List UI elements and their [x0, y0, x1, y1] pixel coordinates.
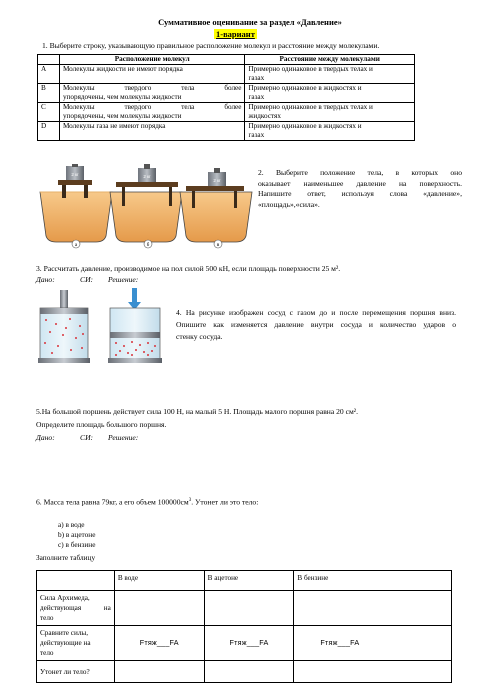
q2-line: Напишите ответ, используя слова «давление»,: [258, 189, 462, 198]
q6-options: [58, 520, 95, 550]
row-left-line2: упорядочены, чем молекулы жидкости: [62, 93, 182, 101]
row-right: [245, 84, 415, 103]
q6-cell-empty[interactable]: [204, 661, 294, 683]
q6-row-label-line: Сравните силы,: [40, 629, 89, 637]
q3-solution-label: Решение:: [108, 275, 139, 284]
q1-row-a: [38, 65, 415, 84]
compare-formula: Fтяж___FA: [229, 638, 269, 647]
q6-cell-empty[interactable]: [294, 591, 452, 626]
q2-illustration: [36, 164, 254, 250]
row-left: [59, 65, 245, 84]
row-left-line2: упорядочены, чем молекулы жидкости: [62, 112, 182, 120]
q6-fill-instruction: Заполните таблицу: [36, 553, 96, 562]
row-right-line2: жидкостях: [248, 112, 281, 120]
row-letter: D: [38, 122, 60, 141]
page-title: Суммативное оценивание за раздел «Давление»: [158, 17, 342, 27]
q5-solution-label: Решение:: [108, 433, 139, 442]
q6-text: [36, 496, 258, 508]
q6-header-acetone: В ацетоне: [204, 571, 294, 591]
q6-row-label-line: действующая на: [40, 604, 111, 612]
q5-si-label: СИ:: [80, 433, 94, 442]
q2-text: [258, 168, 462, 210]
q6-compare-water[interactable]: [114, 626, 204, 661]
q4-text: [176, 307, 456, 343]
q6-row-label-line: Сила Архимеда,: [40, 594, 90, 602]
q6-sup: 3: [188, 498, 192, 503]
q1-col1-header: Расположение молекул: [59, 55, 245, 65]
row-right-line2: газах: [248, 131, 265, 139]
row-right-line1: Примерно одинаковое в твердых телах и: [248, 103, 373, 111]
row-left: [59, 84, 245, 103]
q3-si-label: СИ:: [80, 275, 94, 284]
row-right: [245, 103, 415, 122]
q6-header-water: В воде: [114, 571, 204, 591]
q4-line: Опишите как изменяется давление внутри сосуда и количество ударов о: [176, 320, 456, 329]
container-b: [110, 164, 182, 248]
row-right-line1: Примерно одинаковое в жидкостях и: [248, 84, 362, 92]
label-c: в: [216, 243, 220, 248]
q2-line: 2. Выберите положение тела, в которых оно: [258, 168, 462, 177]
q6-cell-empty[interactable]: [114, 591, 204, 626]
row-right-line1: Примерно одинаковое в жидкостях и: [248, 122, 362, 130]
row-left-line1: Молекулы газа не имеют порядка: [62, 122, 166, 130]
q6-cell-empty[interactable]: [114, 661, 204, 683]
q6-compare-petrol[interactable]: [294, 626, 452, 661]
row-letter: C: [38, 103, 60, 122]
q2-line: «площадь»,«сила».: [258, 199, 320, 209]
row-right-line1: Примерно одинаковое в твердых телах и: [248, 65, 373, 73]
q1-row-d: [38, 122, 415, 141]
row-left: [59, 122, 245, 141]
weight-label: 2 кг: [213, 178, 221, 183]
q6-row-label-line: действующие на: [40, 639, 91, 647]
container-c: [180, 168, 252, 248]
q6-row-compare: [37, 626, 115, 661]
q6-header-petrol: В бензине: [294, 571, 452, 591]
q3-given-label: Дано:: [36, 275, 55, 284]
q6-option: a) в воде: [58, 520, 85, 529]
q2-line: оказывает наименьшее давление на поверхность.: [258, 178, 462, 188]
q4-line: 4. На рисунке изображен сосуд с газом до и после перемещения поршня вниз.: [176, 308, 456, 317]
variant-label: 1-вариант: [216, 29, 255, 39]
q6-row-label-line: тело: [40, 614, 54, 622]
q6-option: b) в ацетоне: [58, 530, 96, 539]
row-left: [59, 103, 245, 122]
label-a: а: [74, 243, 78, 248]
weight-label: 2 кг: [143, 174, 151, 179]
q4-illustration: [36, 288, 164, 366]
q5-given-label: Дано:: [36, 433, 55, 442]
row-letter: A: [38, 65, 60, 84]
row-left-line1: Молекулы твердого тела более: [62, 103, 242, 111]
vessel-before: [38, 290, 90, 363]
row-right: [245, 122, 415, 141]
row-right: [245, 65, 415, 84]
row-right-line2: газах: [248, 74, 265, 82]
row-left-line1: Молекулы твердого тела более: [62, 84, 242, 92]
q6-row-label-line: тело: [40, 649, 54, 657]
row-right-line2: газах: [248, 93, 265, 101]
q6-table-corner: [37, 571, 115, 591]
row-letter: B: [38, 84, 60, 103]
compare-formula: Fтяж___FA: [320, 638, 360, 647]
q6-cell-empty[interactable]: [204, 591, 294, 626]
q6-compare-acetone[interactable]: [204, 626, 294, 661]
q1-text: 1. Выберите строку, указывающую правильное расположение молекул и расстояние между молекулами.: [42, 41, 380, 50]
q3-text: 3. Рассчитать давление, производимое на пол силой 500 кН, если площадь поверхности 25 м².: [36, 264, 341, 273]
q6-text-end: . Утонет ли это тело:: [191, 497, 259, 507]
q6-cell-empty[interactable]: [294, 661, 452, 683]
q1-row-b: [38, 84, 415, 103]
q5-text-line2: Определите площадь большого поршня.: [36, 420, 167, 429]
compare-formula: Fтяж___FA: [139, 638, 179, 647]
row-left-line1: Молекулы жидкости не имеют порядка: [62, 65, 183, 73]
label-b: б: [146, 243, 150, 248]
weight-label: 2 кг: [71, 172, 79, 177]
q6-option: c) в бензине: [58, 540, 96, 549]
q1-col2-header: Расстояние между молекулами: [245, 55, 415, 65]
vessel-after: [108, 288, 162, 363]
q6-row-archimedes: [37, 591, 115, 626]
q6-text-main: 6. Масса тела равна 79кг, а его объем 100000см: [36, 497, 189, 507]
q1-row-c: [38, 103, 415, 122]
q6-row-sink: Утонет ли тело?: [37, 661, 115, 683]
q1-letter-header: [38, 55, 60, 65]
container-a: [40, 164, 112, 248]
q1-table: [37, 54, 415, 141]
q4-line: стенку сосуда.: [176, 332, 223, 341]
q5-text-line1: 5.На большой поршень действует сила 100 Н, на малый 5 Н. Площадь малого поршня равна 20 см².: [36, 407, 358, 416]
q6-table: [36, 570, 452, 683]
